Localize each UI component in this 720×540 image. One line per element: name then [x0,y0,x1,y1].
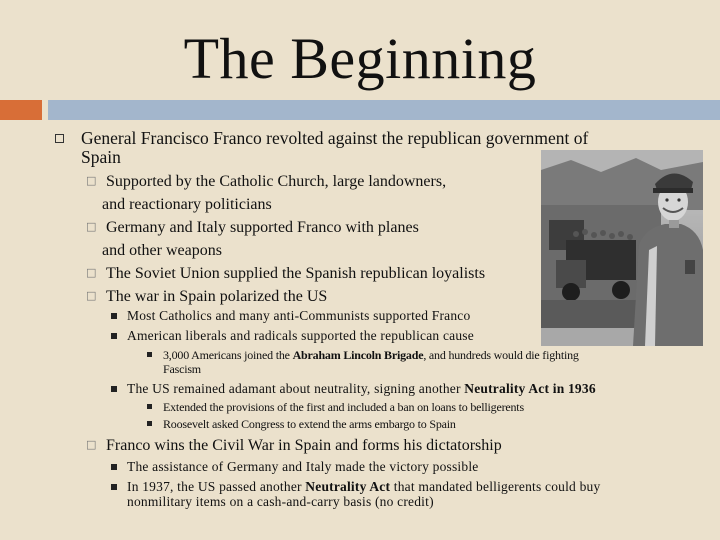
bullet-box-icon: □ [86,266,97,279]
bullet-box-icon: □ [86,174,97,187]
sub-bullet-1937-line2: nonmilitary items on a cash-and-carry basis (no credit) [127,494,434,509]
bullet-filled-square-icon [147,352,152,357]
sub-bullet-americans-line2: Fascism [163,362,201,376]
bullet-filled-square-icon [111,484,117,490]
bullet-filled-square-icon [111,333,117,339]
bullet-filled-square-icon [111,386,117,392]
franco-photo [541,150,703,346]
main-bullet-line1: General Francisco Franco revolted against the republican government of [81,128,589,148]
sub-bullet-germany-line1: Germany and Italy supported Franco with planes [106,219,419,236]
sub-bullet-soviet: The Soviet Union supplied the Spanish republican loyalists [106,265,486,282]
sub-bullet-polarized: The war in Spain polarized the US [106,288,328,305]
sub-bullet-assistance: The assistance of Germany and Italy made the victory possible [127,459,479,474]
sub-bullet-liberals: American liberals and radicals supported the republican cause [127,328,474,343]
bullet-filled-square-icon [111,313,117,319]
bullet-box-icon: □ [86,220,97,233]
bullet-box-icon: □ [86,438,97,451]
main-bullet-line2: Spain [81,147,121,167]
bullet-filled-square-icon [147,421,152,426]
sub-bullet-catholics: Most Catholics and many anti-Communists supported Franco [127,308,471,323]
accent-bar-blue [48,100,720,120]
bullet-box-icon: □ [86,289,97,302]
sub-bullet-supported-line1: Supported by the Catholic Church, large landowners, [106,173,447,190]
sub-bullet-americans: 3,000 Americans joined the Abraham Lincoln Brigade, and hundreds would die fighting [163,348,579,362]
sub-bullet-extended: Extended the provisions of the first and included a ban on loans to belligerents [163,400,524,414]
bullet-square-icon [55,134,64,143]
sub-bullet-1937: In 1937, the US passed another Neutrality Act that mandated belligerents could buy [127,479,601,494]
slide-title: The Beginning [183,26,537,91]
sub-bullet-franco-wins: Franco wins the Civil War in Spain and forms his dictatorship [106,437,502,454]
bullet-filled-square-icon [147,404,152,409]
sub-bullet-supported-line2: and reactionary politicians [102,196,272,213]
accent-bar-orange [0,100,42,120]
sub-bullet-neutrality: The US remained adamant about neutrality, signing another Neutrality Act in 1936 [127,381,596,396]
bullet-filled-square-icon [111,464,117,470]
sub-bullet-roosevelt: Roosevelt asked Congress to extend the arms embargo to Spain [163,417,456,431]
sub-bullet-germany-line2: and other weapons [102,242,222,259]
